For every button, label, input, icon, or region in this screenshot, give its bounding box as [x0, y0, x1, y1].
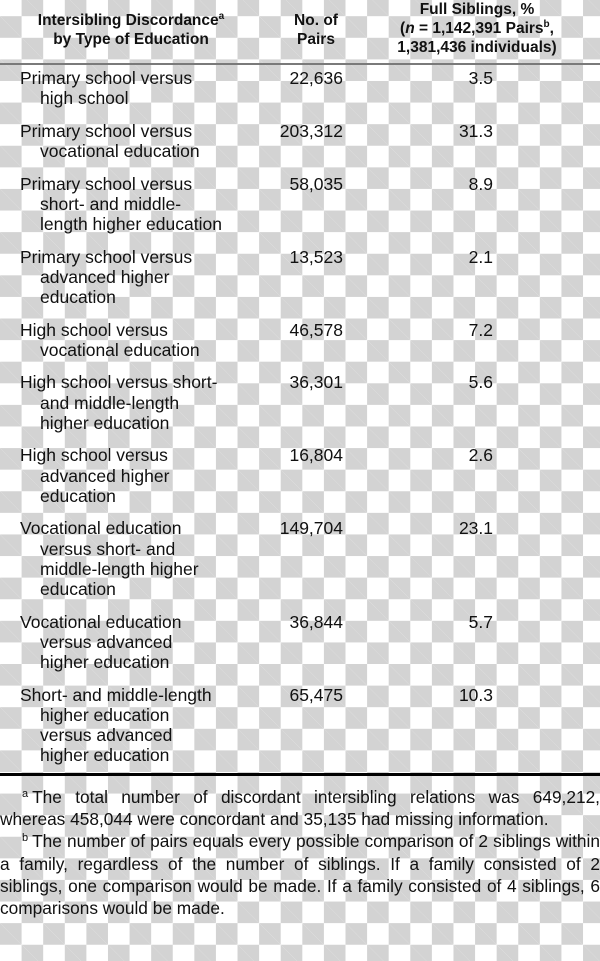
row-no-of-pairs: 36,844 — [289, 611, 343, 632]
row-label-continuation: higher education — [40, 745, 170, 766]
table-row — [0, 612, 600, 673]
row-label-continuation: high school — [40, 88, 129, 109]
row-no-of-pairs: 22,636 — [289, 68, 343, 88]
footnote-a-text: The total number of discordant intersibling relations was 649,212, whereas 458,044 were concordant and 35,135 had missing information. — [0, 787, 600, 830]
footnote-ref-b: b — [543, 19, 550, 30]
row-label-continuation: vocational education — [40, 141, 200, 161]
row-label — [20, 68, 260, 108]
row-label-continuation: higher education — [40, 704, 170, 725]
row-label-continuation: and middle-length — [40, 392, 180, 413]
row-no-of-pairs: 16,804 — [289, 445, 343, 466]
table-row — [0, 685, 600, 766]
row-label-first-line: Primary school versus — [20, 68, 193, 88]
header-col3-comma: , — [549, 20, 554, 37]
table-bottom-rule — [0, 773, 600, 776]
row-no-of-pairs: 149,704 — [279, 518, 343, 539]
header-col3-open: ( — [400, 20, 406, 37]
footnote-b — [0, 830, 600, 919]
row-full-siblings-pct: 5.7 — [468, 611, 493, 632]
table-row — [0, 247, 600, 308]
footnote-ref-a: a — [218, 11, 225, 22]
table-row — [0, 121, 600, 161]
row-label-continuation: advanced higher — [40, 465, 170, 486]
row-full-siblings-pct: 2.1 — [468, 246, 493, 267]
row-no-of-pairs: 58,035 — [289, 173, 343, 194]
row-label-first-line: High school versus short- — [20, 372, 218, 393]
header-col1-line2: by Type of Education — [53, 31, 209, 48]
row-label-continuation: vocational education — [40, 339, 200, 360]
row-label — [20, 685, 260, 766]
footnote-a — [0, 786, 600, 830]
row-label-first-line: Primary school versus — [20, 120, 193, 141]
row-label-continuation: length higher education — [40, 214, 222, 234]
row-label-first-line: Vocational education — [20, 611, 182, 632]
footnote-b-text: The number of pairs equals every possible comparison of 2 siblings within a family, regardless of the number of siblings. If a family consisted of 2 siblings, one comparison would be made. If a family consisted of 4 siblings, 6 comparisons would be made. — [0, 831, 600, 919]
table-body — [0, 68, 600, 778]
row-full-siblings-pct: 31.3 — [458, 120, 493, 141]
row-label-first-line: Primary school versus — [20, 173, 193, 194]
row-label-continuation: education — [40, 579, 116, 599]
row-label-continuation: versus advanced — [40, 631, 173, 652]
table-row — [0, 445, 600, 506]
row-label-first-line: Short- and middle-length — [20, 684, 212, 705]
row-label — [20, 247, 260, 308]
row-label-continuation: short- and middle- — [40, 193, 182, 214]
row-label-continuation: education — [40, 485, 116, 506]
row-no-of-pairs: 203,312 — [279, 120, 343, 141]
header-discordance-type — [8, 11, 254, 49]
table-row — [0, 174, 600, 235]
row-label-continuation: education — [40, 287, 116, 307]
row-label — [20, 445, 260, 506]
row-label-continuation: higher education — [40, 652, 170, 672]
row-label — [20, 612, 260, 673]
row-no-of-pairs: 46,578 — [289, 319, 343, 340]
row-label-continuation: versus short- and — [40, 538, 176, 559]
row-label-first-line: Primary school versus — [20, 246, 193, 267]
row-label-first-line: High school versus — [20, 445, 168, 466]
footnote-b-mark: b — [22, 832, 29, 845]
row-full-siblings-pct: 2.6 — [468, 445, 493, 466]
footnote-a-mark: a — [22, 788, 29, 800]
row-label-continuation: higher education — [40, 412, 170, 433]
row-label-first-line: High school versus — [20, 319, 168, 340]
row-label — [20, 372, 260, 433]
row-label-continuation: middle-length higher — [40, 558, 199, 579]
row-full-siblings-pct: 3.5 — [468, 68, 493, 88]
row-full-siblings-pct: 5.6 — [468, 372, 493, 393]
table-header — [0, 0, 600, 63]
table-row — [0, 518, 600, 599]
header-col3-line3: 1,381,436 individuals) — [397, 39, 557, 56]
row-no-of-pairs: 65,475 — [289, 684, 343, 705]
header-col3-line2: = 1,142,391 Pairs — [414, 20, 544, 37]
row-label — [20, 121, 260, 161]
row-no-of-pairs: 13,523 — [289, 246, 343, 267]
row-label-continuation: versus advanced — [40, 725, 173, 745]
row-full-siblings-pct: 10.3 — [458, 684, 493, 705]
row-label-continuation: advanced higher — [40, 266, 170, 287]
table-row — [0, 320, 600, 360]
header-col2-line1: No. of — [294, 12, 338, 29]
row-full-siblings-pct: 8.9 — [468, 173, 493, 194]
row-full-siblings-pct: 7.2 — [468, 319, 493, 340]
row-label-first-line: Vocational education — [20, 518, 182, 539]
row-full-siblings-pct: 23.1 — [458, 518, 493, 539]
header-full-siblings-pct — [372, 0, 582, 57]
row-label — [20, 518, 260, 599]
header-no-of-pairs — [266, 11, 366, 49]
header-col3-line1: Full Siblings, % — [419, 1, 535, 18]
row-label — [20, 320, 260, 360]
row-no-of-pairs: 36,301 — [289, 372, 343, 393]
table-row — [0, 372, 600, 433]
header-col2-line2: Pairs — [297, 31, 335, 48]
table-row — [0, 68, 600, 108]
footnotes — [0, 786, 600, 919]
header-col3-n: n — [405, 20, 415, 37]
header-rule — [0, 63, 600, 65]
row-label — [20, 174, 260, 235]
header-col1-line1: Intersibling Discordance — [37, 12, 219, 29]
